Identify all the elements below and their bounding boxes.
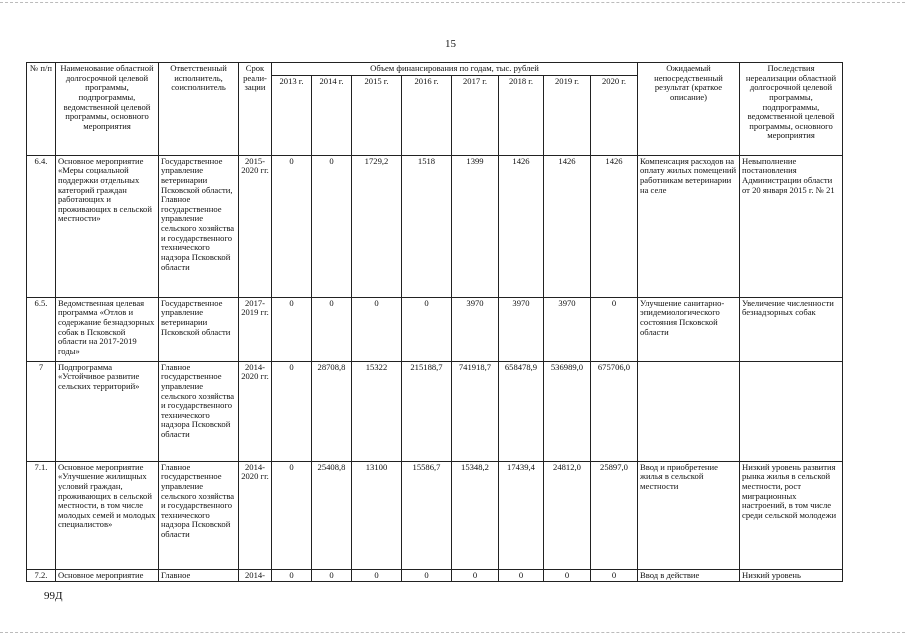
row-num: 7.1. <box>27 461 56 569</box>
row-result: Ввод в действие <box>638 569 740 582</box>
row-value: 0 <box>272 569 312 582</box>
row-value: 536989,0 <box>544 361 591 461</box>
row-num: 6.5. <box>27 297 56 361</box>
row-consequences: Низкий уровень <box>740 569 843 582</box>
row-result: Компенсация расходов на оплату жилых помещений работникам ветеринарии на селе <box>638 155 740 297</box>
row-consequences: Низкий уровень развития рынка жилья в сельской местности, рост миграционных настроений, в том числе среди сельской молодежи <box>740 461 843 569</box>
scan-top-edge <box>0 2 905 3</box>
row-name: Подпрограмма «Устойчивое развитие сельских территорий» <box>56 361 159 461</box>
row-value: 25897,0 <box>591 461 638 569</box>
row-value: 0 <box>402 297 452 361</box>
header-year: 2013 г. <box>272 75 312 155</box>
row-consequences <box>740 361 843 461</box>
header-result: Ожидаемый непосредственный результат (краткое описание) <box>638 63 740 156</box>
row-term: 2014-2020 гг. <box>239 361 272 461</box>
row-result <box>638 361 740 461</box>
row-responsible: Главное государственное управление сельского хозяйства и государственного технического надзора Псковской области <box>159 461 239 569</box>
row-value: 17439,4 <box>499 461 544 569</box>
row-term: 2017-2019 гг. <box>239 297 272 361</box>
row-num: 7.2. <box>27 569 56 582</box>
header-year: 2014 г. <box>312 75 352 155</box>
row-term: 2015-2020 гг. <box>239 155 272 297</box>
row-name: Основное мероприятие «Меры социальной поддержки отдельных категорий граждан работающих и проживающих в сельской местности» <box>56 155 159 297</box>
row-value: 0 <box>591 569 638 582</box>
row-value: 0 <box>402 569 452 582</box>
row-value: 0 <box>591 297 638 361</box>
table-row <box>27 361 843 461</box>
row-consequences: Увеличение численности безнадзорных собак <box>740 297 843 361</box>
row-num: 7 <box>27 361 56 461</box>
header-year: 2015 г. <box>352 75 402 155</box>
row-value: 0 <box>452 569 499 582</box>
row-value: 0 <box>312 297 352 361</box>
program-table <box>26 62 843 582</box>
row-value: 1518 <box>402 155 452 297</box>
header-year: 2016 г. <box>402 75 452 155</box>
header-term: Срок реали-зации <box>239 63 272 156</box>
row-value: 0 <box>499 569 544 582</box>
header-funding: Объем финансирования по годам, тыс. рублей <box>272 63 638 76</box>
header-year: 2019 г. <box>544 75 591 155</box>
row-value: 0 <box>312 569 352 582</box>
row-value: 0 <box>272 155 312 297</box>
row-result: Ввод и приобретение жилья в сельской местности <box>638 461 740 569</box>
row-term: 2014- <box>239 569 272 582</box>
table-row <box>27 155 843 297</box>
table-row <box>27 297 843 361</box>
row-value: 741918,7 <box>452 361 499 461</box>
row-responsible: Главное государственное управление сельского хозяйства и государственного технического надзора Псковской области <box>159 361 239 461</box>
row-name: Ведомственная целевая программа «Отлов и содержание безнадзорных собак в Псковской области на 2017-2019 годы» <box>56 297 159 361</box>
footer-code: 99Д <box>44 590 63 602</box>
header-year: 2017 г. <box>452 75 499 155</box>
row-value: 1729,2 <box>352 155 402 297</box>
row-value: 0 <box>544 569 591 582</box>
row-value: 15322 <box>352 361 402 461</box>
row-value: 1426 <box>591 155 638 297</box>
row-value: 3970 <box>499 297 544 361</box>
table-row <box>27 461 843 569</box>
row-value: 658478,9 <box>499 361 544 461</box>
row-result: Улучшение санитарно-эпидемиологического состояния Псковской области <box>638 297 740 361</box>
table-row <box>27 569 843 582</box>
row-value: 15586,7 <box>402 461 452 569</box>
page-number: 15 <box>445 38 456 50</box>
header-name: Наименование областной долгосрочной целевой программы, подпрограммы, ведомственной целевой программы, основного мероприятия <box>56 63 159 156</box>
row-consequences: Невыполнение постановления Администрации области от 20 января 2015 г. № 21 <box>740 155 843 297</box>
row-responsible: Государственное управление ветеринарии Псковской области <box>159 297 239 361</box>
row-value: 215188,7 <box>402 361 452 461</box>
row-value: 1426 <box>544 155 591 297</box>
row-value: 0 <box>272 461 312 569</box>
row-value: 13100 <box>352 461 402 569</box>
header-year: 2018 г. <box>499 75 544 155</box>
row-name: Основное мероприятие <box>56 569 159 582</box>
row-value: 25408,8 <box>312 461 352 569</box>
row-responsible: Государственное управление ветеринарии Псковской области, Главное государственное управление сельского хозяйства и государственного технического надзора Псковской области <box>159 155 239 297</box>
header-num: № п/п <box>27 63 56 156</box>
row-num: 6.4. <box>27 155 56 297</box>
header-consequences: Последствия нереализации областной долгосрочной целевой программы, подпрограммы, ведомственной целевой программы, основного мероприятия <box>740 63 843 156</box>
row-value: 1399 <box>452 155 499 297</box>
row-value: 0 <box>272 297 312 361</box>
row-value: 24812,0 <box>544 461 591 569</box>
row-name: Основное мероприятие «Улучшение жилищных условий граждан, проживающих в сельской местности, в том числе молодых семей и молодых специалистов» <box>56 461 159 569</box>
header-responsible: Ответственный исполнитель, соисполнитель <box>159 63 239 156</box>
row-value: 0 <box>312 155 352 297</box>
row-value: 0 <box>352 569 402 582</box>
scan-bottom-edge <box>0 632 905 633</box>
row-value: 15348,2 <box>452 461 499 569</box>
row-value: 3970 <box>452 297 499 361</box>
row-responsible: Главное <box>159 569 239 582</box>
row-value: 1426 <box>499 155 544 297</box>
row-value: 0 <box>352 297 402 361</box>
row-value: 675706,0 <box>591 361 638 461</box>
row-value: 28708,8 <box>312 361 352 461</box>
header-year: 2020 г. <box>591 75 638 155</box>
row-term: 2014-2020 гг. <box>239 461 272 569</box>
row-value: 0 <box>272 361 312 461</box>
row-value: 3970 <box>544 297 591 361</box>
